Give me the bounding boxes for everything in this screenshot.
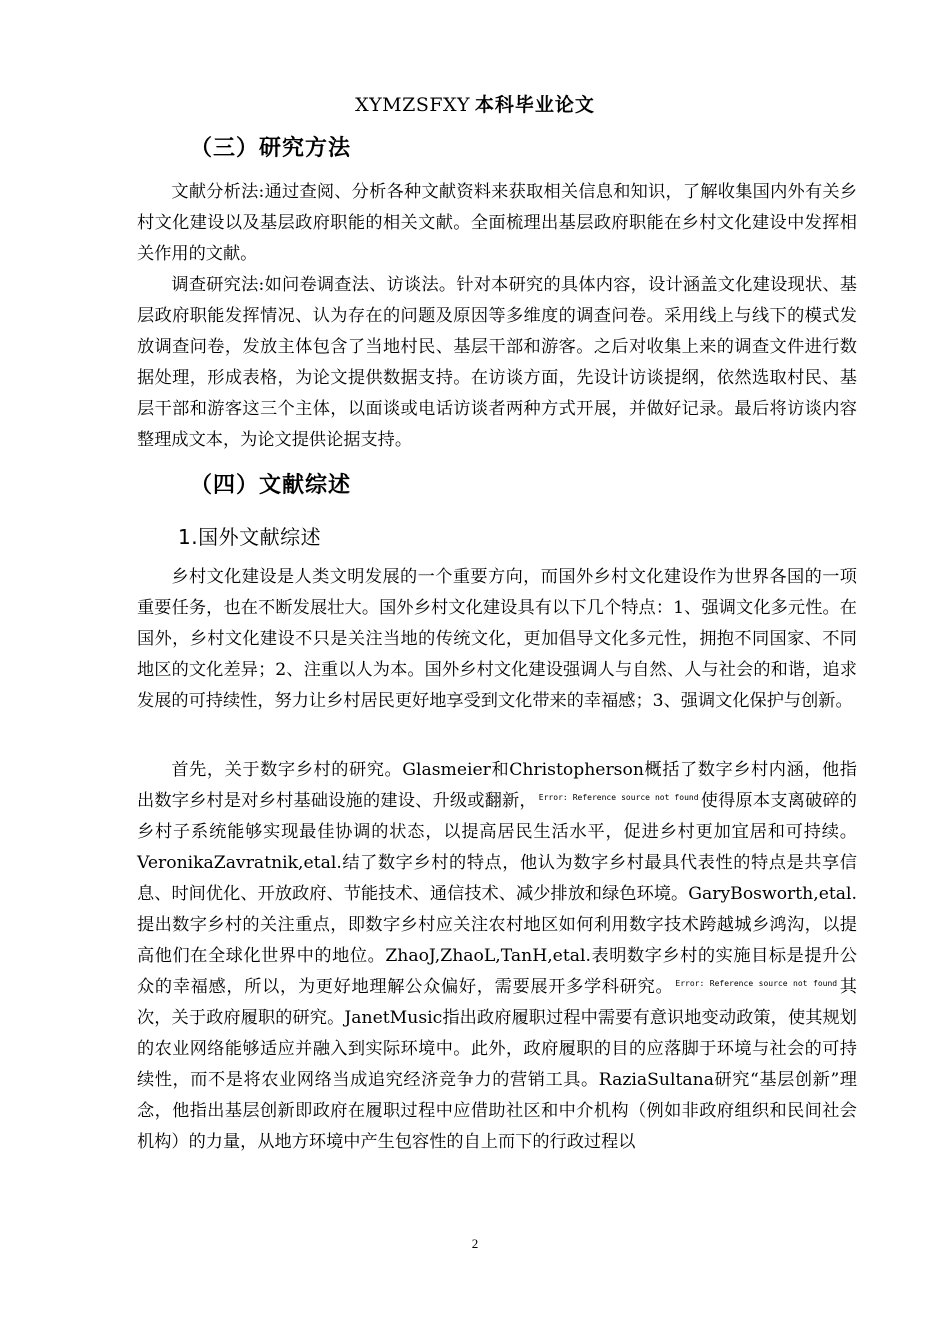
paragraph-digital-village-research <box>137 755 857 1158</box>
reference-error-marker: Error: Reference source not found <box>538 793 699 802</box>
page-number: 2 <box>471 1236 479 1251</box>
paragraph-rural-culture-overview: 乡村文化建设是人类文明发展的一个重要方向，而国外乡村文化建设作为世界各国的一项重要任务，也在不断发展壮大。国外乡村文化建设具有以下几个特点：1、强调文化多元性。在国外，乡村文化建设不只是关注当地的传统文化，更加倡导文化多元性，拥抱不同国家、不同地区的文化差异；2、注重以人为本。国外乡村文化建设强调人与自然、人与社会的和谐，追求发展的可持续性，努力让乡村居民更好地享受到文化带来的幸福感；3、强调文化保护与创新。 <box>137 567 857 711</box>
header-title: 本科毕业论文 <box>474 94 595 116</box>
paragraph-text-part-c: 其次，关于政府履职的研究。JanetMusic指出政府履职过程中需要有意识地变动政策，使其规划的农业网络能够适应并融入到实际环境中。此外，政府履职的目的应落脚于环境与社会的可持续性，而不是将农业网络当成追究经济竞争力的营销工具。RaziaSultana研究“基层创新”理念，他指出基层创新即政府在履职过程中应借助社区和中介机构（例如非政府组织和民间社会机构）的力量，从地方环境中产生包容性的自上而下的行政过程以 <box>137 977 857 1152</box>
subsection-foreign-literature-heading: 1.国外文献综述 <box>178 525 322 549</box>
paragraph-text-part-a: 首先，关于数字乡村的研究。Glasmeier和Christopherson概括了数字乡村内涵，他指出数字乡村是对乡村基础设施的建设、升级或翻新， <box>137 760 857 811</box>
reference-error-marker: Error: Reference source not found <box>675 979 838 988</box>
running-header <box>0 92 950 119</box>
paragraph-survey-method: 调查研究法:如问卷调查法、访谈法。针对本研究的具体内容，设计涵盖文化建设现状、基层政府职能发挥情况、认为存在的问题及原因等多维度的调查问卷。采用线上与线下的模式发放调查问卷，发放主体包含了当地村民、基层干部和游客。之后对收集上来的调查文件进行数据处理，形成表格，为论文提供数据支持。在访谈方面，先设计访谈提纲，依然选取村民、基层干部和游客这三个主体，以面谈或电话访谈者两种方式开展，并做好记录。最后将访谈内容整理成文本，为论文提供论据支持。 <box>137 275 857 450</box>
section-4-heading: （四）文献综述 <box>190 473 352 498</box>
section-3-heading: （三）研究方法 <box>190 136 352 161</box>
header-latin: XYMZSFXY <box>355 94 471 116</box>
paragraph-text-part-b: 使得原本支离破碎的乡村子系统能够实现最佳协调的状态，以提高居民生活水平，促进乡村更加宜居和可持续。VeronikaZavratnik,etal.结了数字乡村的特点，他认为数字乡村最具代表性的特点是共享信息、时间优化、开放政府、节能技术、通信技术、减少排放和绿色环境。GaryBosworth,etal.提出数字乡村的关注重点，即数字乡村应关注农村地区如何利用数字技术跨越城乡鸿沟，以提高他们在全球化世界中的地位。ZhaoJ,ZhaoL,TanH,etal.表明数字乡村的实施目标是提升公众的幸福感，所以，为更好地理解公众偏好，需要展开多学科研究。 <box>137 791 857 997</box>
paragraph-literature-analysis: 文献分析法:通过查阅、分析各种文献资料来获取相关信息和知识，了解收集国内外有关乡村文化建设以及基层政府职能的相关文献。全面梳理出基层政府职能在乡村文化建设中发挥相关作用的文献。 <box>137 182 857 264</box>
